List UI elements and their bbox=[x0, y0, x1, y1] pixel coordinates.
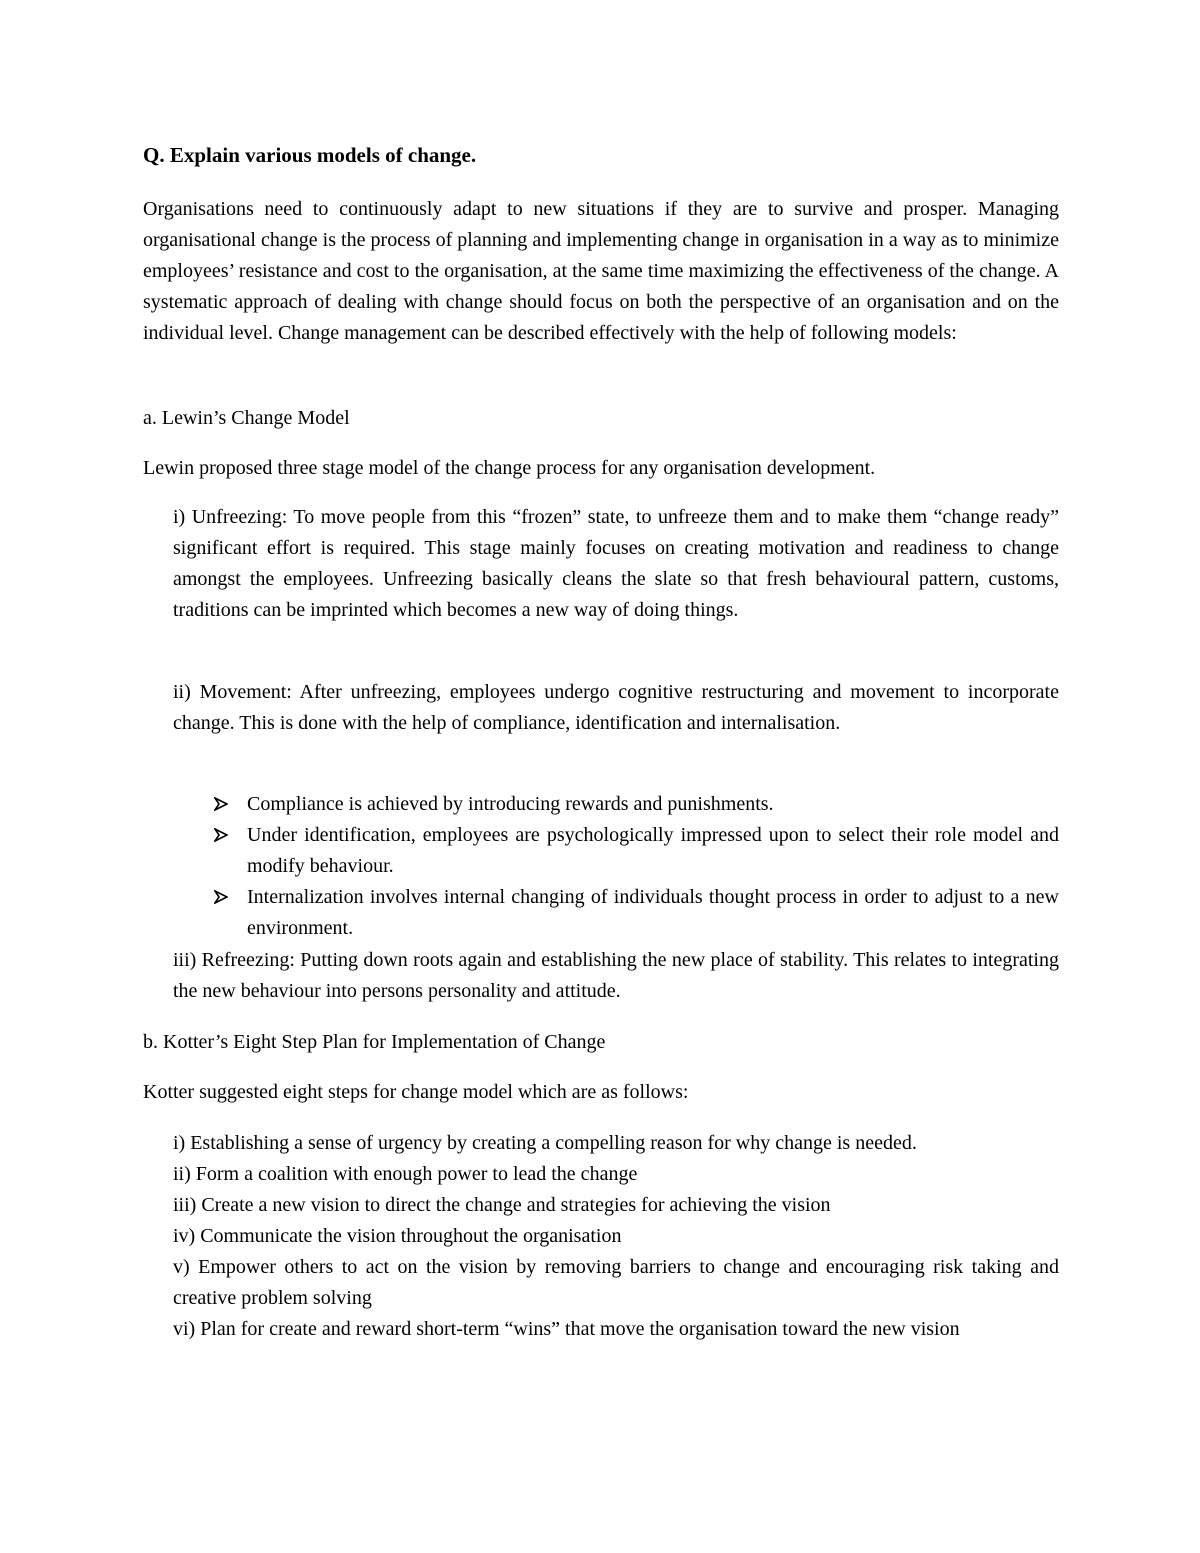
arrowhead-bullet-icon bbox=[214, 797, 228, 811]
movement-bullet-list bbox=[214, 789, 1059, 944]
lewin-heading: a. Lewin’s Change Model bbox=[143, 407, 350, 429]
kotter-steps-list bbox=[173, 1128, 1059, 1345]
kotter-heading: b. Kotter’s Eight Step Plan for Implementation of Change bbox=[143, 1031, 606, 1053]
list-item bbox=[214, 789, 1059, 820]
list-item bbox=[214, 882, 1059, 944]
movement-paragraph: ii) Movement: After unfreezing, employees undergo cognitive restructuring and movement to incorporate change. This is done with the help of compliance, identification and internalisation. bbox=[173, 681, 1059, 734]
list-item: ii) Form a coalition with enough power to lead the change bbox=[173, 1163, 638, 1185]
list-item: i) Establishing a sense of urgency by creating a compelling reason for why change is needed. bbox=[173, 1132, 917, 1154]
intro-paragraph: Organisations need to continuously adapt to new situations if they are to survive and prosper. Managing organisational change is the process of planning and implementing change in organisation in a way as to minimize employees’ resistance and cost to the organisation, at the same time maximizing the effectiveness of the change. A systematic approach of dealing with change should focus on both the perspective of an organisation and on the individual level. Change management can be described effectively with the help of following models: bbox=[143, 198, 1059, 344]
bullet-text: Compliance is achieved by introducing rewards and punishments. bbox=[247, 793, 774, 815]
arrowhead-bullet-icon bbox=[214, 890, 228, 904]
list-item: v) Empower others to act on the vision by removing barriers to change and encouraging risk taking and creative problem solving bbox=[173, 1256, 1059, 1309]
bullet-text: Internalization involves internal changing of individuals thought process in order to adjust to a new environment. bbox=[247, 886, 1059, 939]
question-title: Q. Explain various models of change. bbox=[143, 143, 477, 167]
list-item bbox=[214, 820, 1059, 882]
list-item: vi) Plan for create and reward short-term “wins” that move the organisation toward the new vision bbox=[173, 1318, 960, 1340]
arrowhead-bullet-icon bbox=[214, 828, 228, 842]
list-item: iii) Create a new vision to direct the change and strategies for achieving the vision bbox=[173, 1194, 831, 1216]
bullet-text: Under identification, employees are psychologically impressed upon to select their role model and modify behaviour. bbox=[247, 824, 1059, 877]
refreezing-paragraph: iii) Refreezing: Putting down roots again and establishing the new place of stability. This relates to integrating the new behaviour into persons personality and attitude. bbox=[173, 949, 1059, 1002]
lewin-intro: Lewin proposed three stage model of the change process for any organisation development. bbox=[143, 457, 876, 479]
list-item: iv) Communicate the vision throughout the organisation bbox=[173, 1225, 622, 1247]
kotter-intro: Kotter suggested eight steps for change model which are as follows: bbox=[143, 1081, 689, 1103]
unfreezing-paragraph: i) Unfreezing: To move people from this “frozen” state, to unfreeze them and to make them “change ready” significant effort is required. This stage mainly focuses on creating motivation and readiness to change amongst the employees. Unfreezing basically cleans the slate so that fresh behavioural pattern, customs, traditions can be imprinted which becomes a new way of doing things. bbox=[173, 506, 1059, 621]
